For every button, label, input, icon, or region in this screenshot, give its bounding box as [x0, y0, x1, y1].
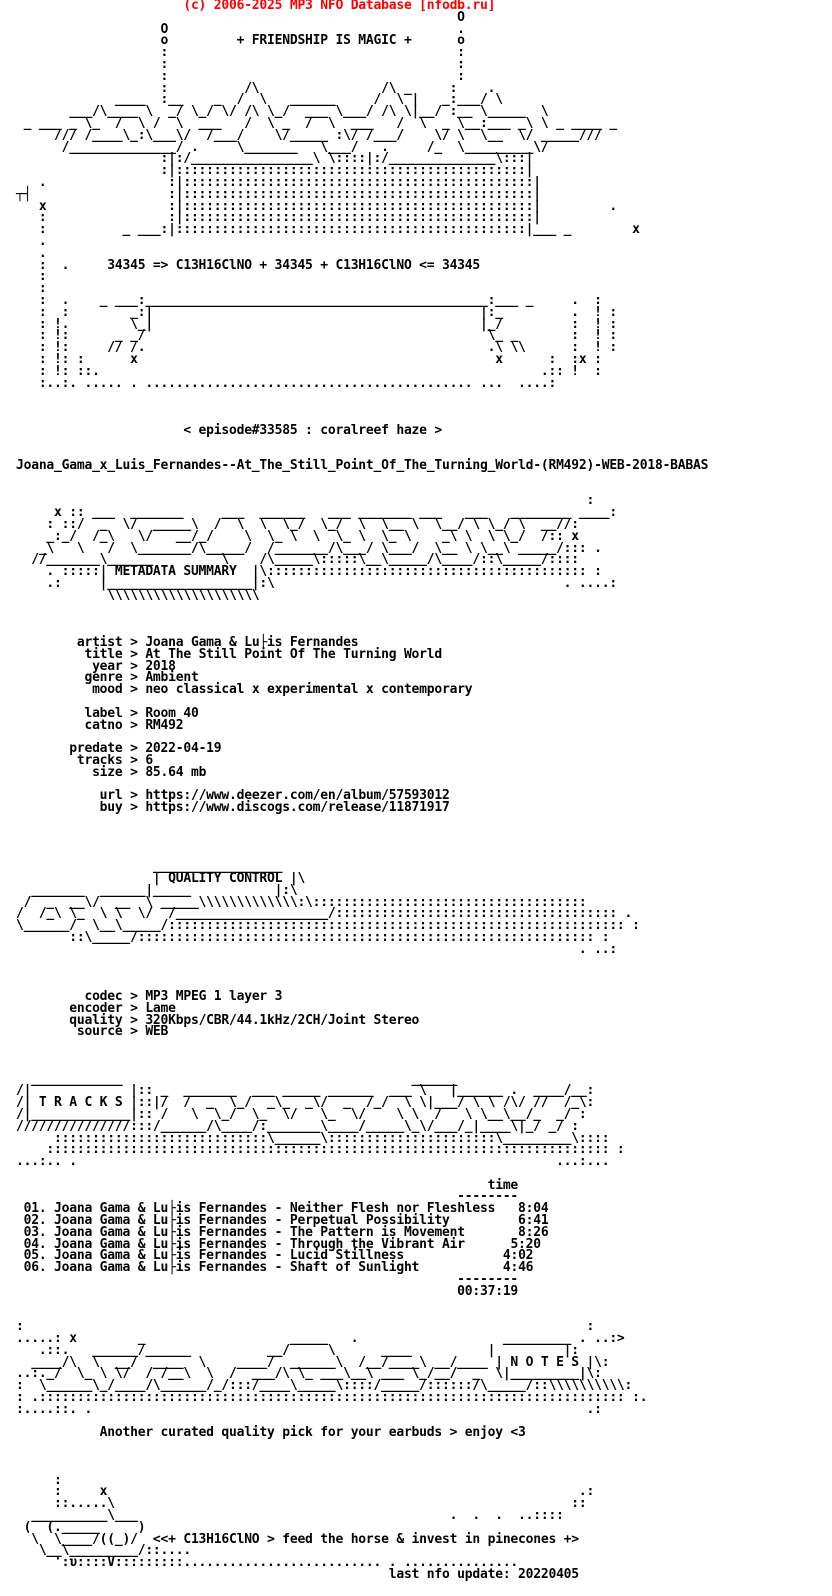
- blank-line: [16, 826, 708, 838]
- footer-line: ':υ::::V:::::::::.......................... . ...............: [16, 1555, 519, 1571]
- field-label: genre: [16, 670, 123, 686]
- tracks-banner: [16, 1071, 708, 1170]
- blank-line: [16, 967, 708, 979]
- field-value: Ambient: [145, 670, 199, 686]
- blank-line: [16, 956, 708, 968]
- field-label: catno: [16, 717, 123, 733]
- field-label: buy: [16, 800, 123, 816]
- field-label: label: [16, 705, 123, 721]
- art-logo: [16, 9, 708, 391]
- track-time: 4:46: [480, 1260, 534, 1276]
- metadata-row: [16, 684, 708, 696]
- track-title: Joana Gama & Lu├is Fernandes - Shaft of Sunlight: [46, 1260, 481, 1276]
- banner-line: ____/\ \ __/ ____ \ ____/ ______\ /__/____\ __/____ | N O T E S |\:: [16, 1354, 610, 1370]
- field-value: Room 40: [145, 705, 199, 721]
- art-line: _ ___ _ \_ / \ / \ ___ / \ _ / \ ___ / \ _ \__:___ _\ \ _ ____ _: [16, 115, 617, 131]
- track-time: 5:20: [487, 1236, 541, 1252]
- field-value: 6: [145, 753, 153, 768]
- banner-line: .....: x _ _____ . _________ . ..:>: [16, 1331, 625, 1347]
- blank-line: [16, 436, 708, 448]
- footer-line: ( (._____ ): [16, 1519, 146, 1535]
- track-title: Joana Gama & Lu├is Fernandes - Neither Flesh nor Fleshless: [46, 1201, 496, 1217]
- field-separator: >: [122, 1000, 146, 1016]
- episode-line: < episode#33585 : coralreef haze >: [16, 422, 442, 438]
- footer-art: [16, 1472, 708, 1582]
- field-value: 320Kbps/CBR/44.1kHz/2CH/Joint Stereo: [145, 1012, 420, 1028]
- banner-line: ///////////////:::/______/\____/:_______\____/_____\_\/___/_|____\|_/ _/ :: [16, 1118, 579, 1134]
- art-line: ____ :__ _ / \ ______ / \ | _:___/ \: [16, 92, 503, 108]
- nfo-document: [16, 0, 708, 1581]
- art-line: :..:. ..... . ........................................... ... ....:: [16, 375, 557, 391]
- banner-line: : ::/ _ \/ _____\ / \ \ \_/ \_/ \ \__ \ \__/ \ \_/ \ __//:: [16, 517, 579, 533]
- banner-line: ...:.. . ...:...: [16, 1154, 610, 1170]
- banner-line: | QUALITY CONTROL |\: [16, 870, 306, 886]
- field-label: mood: [16, 682, 123, 698]
- track-title: Joana Gama & Lu├is Fernandes - Through the Vibrant Air: [46, 1236, 488, 1252]
- footer-line: __________\___ . . . ..::::: [16, 1508, 564, 1523]
- field-separator: >: [122, 705, 146, 721]
- blank-line: [16, 1463, 708, 1475]
- metadata-row: [16, 717, 708, 733]
- blank-line: [16, 838, 708, 850]
- blank-line: [16, 389, 708, 401]
- time-header: time: [16, 1177, 519, 1193]
- time-separator: --------: [16, 1189, 519, 1205]
- notes-banner: [16, 1321, 708, 1415]
- field-value: 85.64 mb: [145, 764, 207, 780]
- metadata-row: [16, 764, 708, 780]
- field-separator: >: [122, 753, 146, 768]
- art-line: :: [16, 269, 47, 285]
- banner-line: \\\\\\\\\\\\\\\\\\\\: [16, 587, 260, 603]
- track-time: 8:04: [495, 1201, 549, 1217]
- field-separator: >: [122, 764, 146, 780]
- banner-line: ____________ ______: [16, 1071, 458, 1087]
- art-line: o + FRIENDSHIP IS MAGIC + o: [16, 33, 465, 49]
- banner-line: : .::::::::::::::::::::::::::::::::::::::::::::::::::::::::::::::::::::::::::::: :.: [16, 1390, 648, 1406]
- banner-line: :....::. . .:: [16, 1401, 602, 1417]
- track-title: Joana Gama & Lu├is Fernandes - The Pattern is Movement: [46, 1224, 496, 1240]
- art-line: O: [16, 9, 465, 25]
- field-label: artist: [16, 635, 123, 651]
- art-line: ___/\____ \ _/ \_/ \/ /\ \_/ ___ \___/ /\ \|__/ :__ \_____ \: [16, 104, 549, 120]
- banner-line: ::\_____/:::::::::::::::::::::::::::::::::::::::::::::::::::::::::::: :: [16, 929, 610, 945]
- field-value: RM492: [145, 717, 184, 733]
- metadata-row: [16, 802, 708, 814]
- banner-line: _________________: [16, 859, 283, 875]
- art-line: : !. \_| |_/ : ! :: [16, 316, 617, 332]
- blank-line: [16, 1298, 708, 1310]
- banner-line: _______ ______|_____ |:\: [16, 882, 298, 898]
- quality-banner: [16, 861, 708, 955]
- footer-line: : x .:: [16, 1484, 595, 1500]
- field-value: neo classical x experimental x contemporary: [145, 682, 473, 698]
- banner-line: / _ __\/ __ \ _____\\\\\\\\\\\\\:\::::::::::::::::::::::::::::::::::::: [16, 894, 587, 910]
- art-line: : :: [16, 56, 465, 72]
- art-line: : : _:| |:_ . ! :: [16, 304, 617, 320]
- field-separator: >: [122, 988, 146, 1004]
- field-separator: >: [122, 717, 146, 733]
- track-time: 6:41: [495, 1213, 549, 1229]
- track-title: Joana Gama & Lu├is Fernandes - Perpetual Possibility: [46, 1213, 496, 1229]
- field-separator: >: [122, 741, 146, 757]
- field-value: 2022-04-19: [145, 741, 222, 757]
- banner-line: .: |___________________|:\ . ....:: [16, 576, 617, 592]
- field-label: title: [16, 646, 123, 662]
- art-line: /// /____\_:\___\/ /___/ \/_____ :\/ /___/ \/ \ \__ \/ _____///: [16, 127, 602, 143]
- art-line: : !: // /. .\ \\ : ! :: [16, 340, 617, 356]
- field-separator: >: [122, 635, 146, 651]
- field-label: year: [16, 658, 123, 674]
- total-time: 00:37:19: [16, 1283, 519, 1299]
- banner-line: /| |:: _ _______ ___ _____ ______ ___ \ |______ . ____/__:: [16, 1083, 595, 1099]
- field-value: 2018: [145, 658, 176, 674]
- art-line: .: [16, 233, 47, 249]
- field-separator: >: [122, 646, 146, 662]
- field-label: encoder: [16, 1000, 123, 1016]
- art-line: /______________/ . \_______ \___/ . /_ \_________\/: [16, 139, 549, 155]
- art-line: : :|::::::::::::::::::::::::::::::::::::::::::::::|: [16, 210, 541, 226]
- field-label: tracks: [16, 753, 123, 768]
- release-name: Joana_Gama_x_Luis_Fernandes--At_The_Still_Point_Of_The_Turning_World-(RM492)-WEB-2018-BABAS: [16, 458, 709, 474]
- banner-line: ::::::::::::::::::::::::::::\______\::::::::::::::::::::::\_________\::::: [16, 1130, 610, 1146]
- field-separator: >: [122, 1024, 146, 1040]
- blank-line: [16, 613, 708, 625]
- track-number: 05.: [16, 1248, 47, 1264]
- field-separator: >: [122, 670, 146, 686]
- art-line: : :: [16, 68, 465, 84]
- banner-line: _:_/ /_\ \/ __/_/ \ \_ \ \ \_ \ \_ \ _\ \ \ \_/ /:: x: [16, 528, 579, 544]
- field-value: Lame: [145, 1000, 176, 1016]
- banner-line: /|_____________|:: / \ \_/ \_ \/ \_ \/ \ \ / \ \__\__/_ _/ :: [16, 1106, 587, 1122]
- notes-text: Another curated quality pick for your earbuds > enjoy <3: [16, 1425, 526, 1441]
- field-separator: >: [122, 1012, 146, 1028]
- blank-line: [16, 1439, 708, 1451]
- metadata-banner: [16, 495, 708, 601]
- art-line: : . 34345 => C13H16ClNO + 34345 + C13H16ClNO <= 34345: [16, 257, 481, 273]
- banner-line: : :: [16, 1319, 595, 1335]
- track-number: 01.: [16, 1201, 47, 1217]
- field-label: predate: [16, 741, 123, 757]
- banner-line: ..:._/ \_ \ \/ / /__\ \ / ___/\ \_ ___\__\ ___ \_/__/ _ \|_________|\:: [16, 1366, 602, 1382]
- blank-line: [16, 1050, 708, 1062]
- track-time: 8:26: [495, 1224, 549, 1240]
- field-value: MP3 MPEG 1 layer 3: [145, 988, 283, 1004]
- field-value: At The Still Point Of The Turning World: [145, 646, 442, 662]
- art-line: :|:/________________\ \::::|:/______________\:::|: [16, 151, 534, 167]
- art-line: .: [16, 245, 47, 261]
- blank-line: [16, 602, 708, 614]
- time-separator: --------: [16, 1272, 519, 1288]
- track-list: [16, 1203, 708, 1274]
- field-label: source: [16, 1024, 123, 1040]
- field-label: codec: [16, 988, 123, 1004]
- field-separator: >: [122, 800, 146, 816]
- field-separator: >: [122, 658, 146, 674]
- field-separator: >: [122, 682, 146, 698]
- banner-line: /| T R A C K S |::|/ / _ \_/ _\_ _\/ _ /_/ \ \|___/ \ \ /\/ // /_\:: [16, 1095, 595, 1111]
- track-title: Joana Gama & Lu├is Fernandes - Lucid Stillness: [46, 1248, 481, 1264]
- art-line: x :|::::::::::::::::::::::::::::::::::::::::::::::| .: [16, 198, 617, 214]
- footer-line: last nfo update: 20220405: [16, 1566, 579, 1582]
- field-value: WEB: [145, 1024, 169, 1040]
- footer-line: \ \____/((_)/ <<+ C13H16ClNO > feed the horse & invest in pinecones +>: [16, 1531, 579, 1547]
- field-label: quality: [16, 1012, 123, 1028]
- field-value: Joana Gama & Lu├is Fernandes: [145, 635, 359, 651]
- banner-line: / /_\ \_ \ \ \/ /____________________/::::::::::::::::::::::::::::::::::::: .: [16, 906, 633, 922]
- footer-line: :: [16, 1472, 62, 1488]
- track-number: 02.: [16, 1213, 47, 1229]
- art-line: : /\ /\ _ : .: [16, 80, 496, 96]
- footer-line: ::.....\ ::: [16, 1496, 587, 1512]
- banner-line: :: [16, 493, 595, 509]
- banner-line: :::::::::::::::::::::::::::::::::::::::::::::::::::::::::::::::::::::::::: :: [16, 1142, 625, 1158]
- field-label: url: [16, 788, 123, 804]
- blank-line: [16, 1451, 708, 1463]
- footer-line: \__\_________/::....: [16, 1543, 191, 1559]
- art-line: : . _ ___:_____________________________________________:___ _ . :: [16, 292, 602, 308]
- blank-line: [16, 1038, 708, 1050]
- quality-row: [16, 1026, 708, 1038]
- field-label: size: [16, 764, 123, 780]
- banner-line: //_______\______ \ /\_____\:::::\__\_____/\____/::\_____/::::: [16, 552, 579, 568]
- track-number: 06.: [16, 1260, 47, 1276]
- track-number: 03.: [16, 1224, 47, 1240]
- banner-line: x :: ___ _______ ___ ______ ___ _______ ___ ___ ________ ____:: [16, 505, 617, 521]
- blank-line: [16, 814, 708, 826]
- blank-line: [16, 472, 708, 484]
- art-line: : _ ___:|::::::::::::::::::::::::::::::::::::::::::::::|___ _ x: [16, 222, 640, 238]
- field-value: https://www.discogs.com/release/11871917: [145, 800, 450, 816]
- copyright-header: (c) 2006-2025 MP3 NFO Database [nfodb.ru]: [16, 0, 496, 13]
- banner-line: . :::::| METADATA SUMMARY |\:::::::::::::::::::::::::::::::::::::::::: :: [16, 564, 602, 580]
- banner-line: : \______\_/____/\______/_/:::/____\_____\::::/_____/::::::/\_____/::\\\\\\\\\\:: [16, 1378, 633, 1394]
- field-value: https://www.deezer.com/en/album/57593012: [145, 788, 450, 804]
- art-line: O .: [16, 21, 465, 37]
- banner-line: .::. ______/______ __/ \ ____ | |:: [16, 1342, 579, 1358]
- banner-line: \______/ \__\_____/:::::::::::::::::::::::::::::::::::::::::::::::::::::::::::: :: [16, 918, 640, 934]
- art-line: :: [16, 281, 47, 297]
- track-number: 04.: [16, 1236, 47, 1252]
- field-separator: >: [122, 788, 146, 804]
- track-time: 4:02: [480, 1248, 534, 1264]
- banner-line: _\ \ / \_______/\_____/ /_______/\___/ \___/ \__ \ \__\ _____/::: .: [16, 540, 602, 556]
- art-line: : !: : x x : :x :: [16, 351, 602, 367]
- art-line: : !: _ _/ \_ _ : ! :: [16, 328, 617, 344]
- art-line: ┬┤ :|::::::::::::::::::::::::::::::::::::::::::::::|: [16, 186, 541, 202]
- banner-line: . ..:: [16, 941, 617, 957]
- quality-list: [16, 988, 708, 1040]
- art-line: : :: [16, 45, 465, 61]
- metadata-list: [16, 637, 708, 814]
- art-line: :|::::::::::::::::::::::::::::::::::::::::::::::|: [16, 163, 534, 179]
- art-line: . :|::::::::::::::::::::::::::::::::::::::::::::::|: [16, 174, 541, 190]
- blank-line: [16, 401, 708, 413]
- art-line: : !: ::. .:: ! :: [16, 363, 602, 379]
